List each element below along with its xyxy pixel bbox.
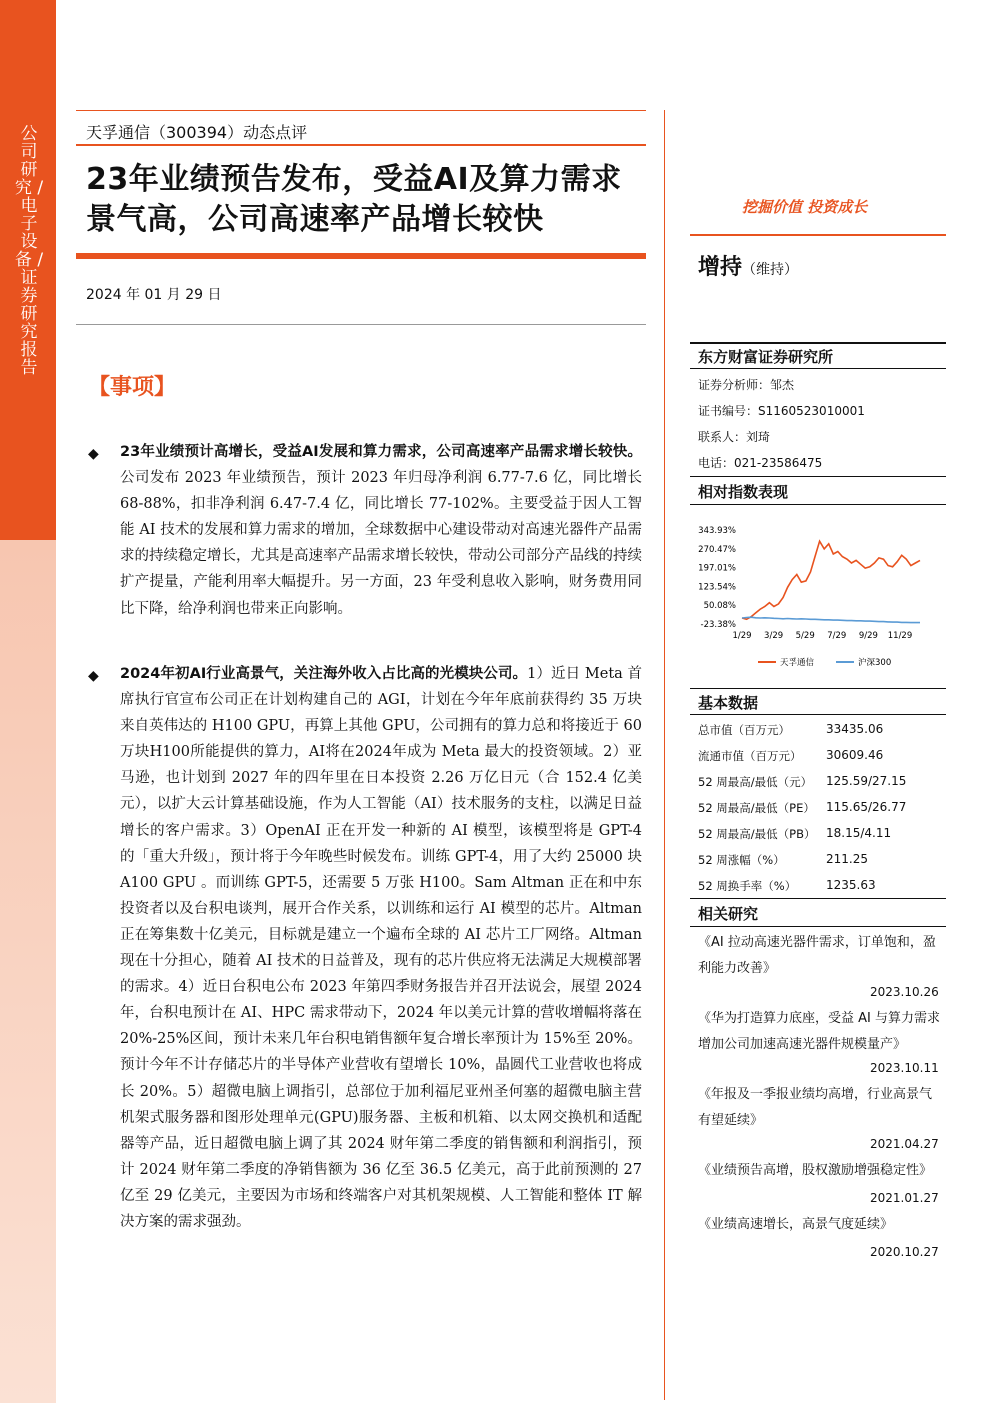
basic-heading: 基本数据 [698,694,759,712]
basic-data-value: 30609.46 [826,748,884,762]
bullet-diamond-icon: ◆ [88,446,99,462]
y-tick-label: 197.01% [698,563,736,574]
phone: 电话：021-23586475 [698,456,823,470]
legend-label: 沪深300 [858,658,892,668]
basic-data-value: 125.59/27.15 [826,774,907,788]
perf-rule [690,476,946,477]
y-tick-label: -23.38% [700,620,736,630]
basic-rule [690,688,946,689]
institute-name: 东方财富证券研究所 [698,348,834,366]
bullet-diamond-icon: ◆ [88,668,99,684]
basic-data-value: 115.65/26.77 [826,800,907,814]
basic-data-value: 1235.63 [826,878,876,892]
basic-data-key: 52 周最高/最低（元） [698,775,813,789]
related-rule-bottom [690,926,946,927]
slogan: 挖掘价值 投资成长 [742,198,868,216]
related-research-date: 2023.10.11 [870,1061,939,1075]
legend-label: 天孚通信 [780,658,815,668]
report-date: 2024 年 01 月 29 日 [86,287,222,303]
rating-value: 增持 [698,255,743,280]
y-tick-label: 343.93% [698,526,736,536]
bullet-2-text: 1）近日 Meta 首席执行官宣布公司正在计划构建自己的 AGI，计划在今年年底前获得约 35 万块来自英伟达的 H100 GPU，再算上其他 GPU，公司拥有的算力总和将接近于 60 万块H100所能提供的算力，AI将在2024年成为 Meta 最大的投资领域。2）亚马逊，也计划到 2027 年的四年里在日本投资 2.26 万亿日元（合 152.4 亿美元），以扩大云计算基础设施，作为人工智能（AI）技术服务的支柱，以满足日益增长的客户需求。3）OpenAI 正在开发一种新的 AI 模型，该模型将是 GPT-4 的「重大升级」，预计将于今年晚些时候发布。训练 GPT-4，用了大约 25000 块 A100 GPU 。而训练 GPT-5，还需要 5 万张 H100。Sam Altman 正在和中东投资者以及台积电谈判，展开合作关系，以训练和运行 AI 模型的芯片。Altman 正在筹集数十亿美元，目标就是建立一个遍布全球的 AI 芯片工厂网络。Altman 现在十分担心，随着 AI 技术的日益普及，现有的芯片供应将无法满足大规模部署的需求。4）近日台积电公布 2023 年第四季财务报告并召开法说会，展望 2024 年，台积电预计在 AI、HPC 需求带动下，2024 年以美元计算的营收增幅将落在 20%-25%区间，预计未来几年台积电销售额年复合增长率预计为 15%至 20%。预计今年不计存储芯片的半导体产业营收有望增长 10%，晶圆代工业营收也将成长 20%。5）超微电脑上调指引，总部位于加利福尼亚州圣何塞的超微电脑主营机架式服务器和图形处理单元(GPU)服务器、主板和机箱、以太网交换机和适配器等产品，近日超微电脑上调了其 2024 财年第二季度的销售额和利润指引，预计 2024 财年第二季度的净销售额为 36 亿至 36.5 亿美元，高于此前预测的 27 亿至 29 亿美元，主要因为市场和终端客户对其机架规模、人工智能和整体 IT 解决方案的需求强劲。 [120,666,643,1230]
related-research-date: 2021.04.27 [870,1137,939,1151]
basic-data-key: 总市值（百万元） [698,723,790,737]
institute-rule-bottom [690,368,946,369]
slogan-rule [690,234,946,236]
basic-data-key: 52 周最高/最低（PE） [698,801,815,815]
header-rule-top [76,110,646,111]
related-research-title[interactable]: 《华为打造算力底座，受益 AI 与算力需求增加公司加速高速光器件规模量产》 [698,1011,940,1052]
certificate-number: 证书编号：S1160523010001 [698,404,865,418]
basic-rule-bottom [690,714,946,715]
bullet-2-bold: 2024年初AI行业高景气，关注海外收入占比高的光模块公司。 [120,666,528,682]
perf-rule-bottom [690,504,946,505]
bullet-1-bold: 23年业绩预计高增长，受益AI发展和算力需求，公司高速率产品需求增长较快。 [120,444,642,460]
series-line [742,617,920,622]
x-tick-label: 1/29 [732,631,752,641]
title-underline [76,253,646,259]
basic-data-key: 52 周最高/最低（PB） [698,827,816,841]
related-research-date: 2023.10.26 [870,985,939,999]
bullet-paragraph-2 [120,661,642,1235]
contact-person: 联系人：刘琦 [698,430,771,444]
basic-data-key: 流通市值（百万元） [698,749,802,763]
x-tick-label: 5/29 [795,631,815,641]
x-tick-label: 7/29 [827,631,847,641]
rating-note: （维持） [742,262,799,278]
basic-data-value: 211.25 [826,852,868,866]
x-tick-label: 9/29 [858,631,878,641]
related-research-title[interactable]: 《业绩预告高增，股权激励增强稳定性》 [698,1163,933,1178]
y-tick-label: 50.08% [703,601,736,612]
title-line-1: 23年业绩预告发布，受益AI及算力需求 [86,162,622,197]
bullet-paragraph-1 [120,439,642,622]
rating [698,250,798,281]
right-top-rule [664,110,665,1400]
relative-performance-chart [690,512,946,678]
related-research-title[interactable]: 《业绩高速增长，高景气度延续》 [698,1217,894,1232]
y-tick-label: 123.54% [698,582,736,593]
sidebar-category-text: 公司研究 / 电子设备 / 证券研究报告 [14,124,44,378]
header-rule [76,144,646,146]
report-type-label: 天孚通信（300394）动态点评 [86,123,308,142]
perf-heading: 相对指数表现 [698,483,789,501]
related-research-title[interactable]: 《AI 拉动高速光器件需求，订单饱和，盈利能力改善》 [698,935,936,976]
report-title [86,160,648,240]
x-tick-label: 11/29 [887,631,913,641]
related-research-date: 2021.01.27 [870,1191,939,1205]
analyst: 证券分析师：邹杰 [698,378,795,392]
basic-data-value: 33435.06 [826,722,884,736]
section-heading: 【事项】 [88,375,177,400]
series-line [742,541,920,619]
x-tick-label: 3/29 [764,631,784,641]
basic-data-value: 18.15/4.11 [826,826,892,840]
related-research-date: 2020.10.27 [870,1245,939,1259]
y-tick-label: 270.47% [698,544,736,555]
related-heading: 相关研究 [698,905,759,923]
related-rule [690,898,946,899]
institute-rule [690,342,946,344]
date-rule [76,324,646,325]
sidebar-band [0,0,56,1403]
bullet-1-text: 公司发布 2023 年业绩预告，预计 2023 年归母净利润 6.77-7.6 亿，同比增长 68-88%，扣非净利润 6.47-7.4 亿，同比增长 77-102%。主要受益于因人工智能 AI 技术的发展和算力需求的增加，全球数据中心建设带动对高速光器件产品需求的持续稳定增长，尤其是高速率产品需求增长较快，带动公司部分产品线的持续扩产提量，产能利用率大幅提升。另一方面，23 年受利息收入影响，财务费用同比下降，给净利润也带来正向影响。 [120,470,642,617]
basic-data-key: 52 周换手率（%） [698,879,797,893]
basic-data-key: 52 周涨幅（%） [698,853,785,867]
title-line-2: 景气高，公司高速率产品增长较快 [86,202,544,237]
related-research-title[interactable]: 《年报及一季报业绩均高增，行业高景气有望延续》 [698,1087,933,1128]
